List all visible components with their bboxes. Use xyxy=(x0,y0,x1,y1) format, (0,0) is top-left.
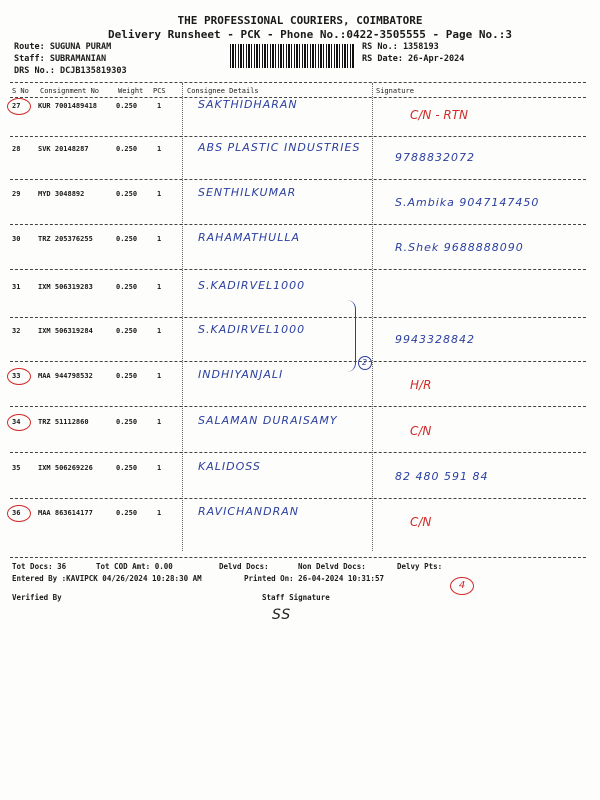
row-signature: 82 480 591 84 xyxy=(395,470,489,483)
row-weight: 0.250 xyxy=(116,283,138,291)
verified-by: Verified By xyxy=(12,593,62,602)
row-pcs: 1 xyxy=(157,283,162,291)
row-consignment-no: IXM 506319284 xyxy=(38,327,93,335)
row-divider xyxy=(10,179,586,180)
row-divider xyxy=(10,498,586,499)
row-sno: 28 xyxy=(12,145,21,153)
row-consignee: ABS PLASTIC INDUSTRIES xyxy=(198,141,361,154)
row-consignment-no: TRZ 51112860 xyxy=(38,418,89,426)
bracket-count: 2 xyxy=(358,356,372,370)
row-consignee: RAHAMATHULLA xyxy=(198,231,301,244)
row-sno: 32 xyxy=(12,327,21,335)
row-divider xyxy=(10,136,586,137)
total-docs: Tot Docs: 36 xyxy=(12,562,67,571)
row-consignee: S.KADIRVEL1000 xyxy=(198,323,306,336)
row-consignee: SALAMAN DURAISAMY xyxy=(198,414,338,427)
runsheet-title: Delivery Runsheet - PCK - Phone No.:0422-3505555 - Page No.:3 xyxy=(108,28,512,41)
row-pcs: 1 xyxy=(157,190,162,198)
row-consignment-no: KUR 7001489418 xyxy=(38,102,98,110)
non-delivered-docs: Non Delvd Docs: xyxy=(298,562,366,571)
staff-signature-label: Staff Signature xyxy=(262,593,330,602)
col-signature: Signature xyxy=(376,87,414,95)
row-weight: 0.250 xyxy=(116,327,138,335)
row-sno: 30 xyxy=(12,235,21,243)
row-circle-mark xyxy=(7,98,31,115)
row-sno: 31 xyxy=(12,283,21,291)
row-circle-mark xyxy=(7,368,31,385)
row-signature: C/N xyxy=(410,515,432,529)
row-pcs: 1 xyxy=(157,418,162,426)
row-circle-mark xyxy=(7,505,31,522)
row-consignment-no: TRZ 205376255 xyxy=(38,235,93,243)
row-consignee: S.KADIRVEL1000 xyxy=(198,279,306,292)
staff-signature-mark: SS xyxy=(272,607,292,623)
route: Route: SUGUNA PURAM xyxy=(14,42,112,52)
row-divider xyxy=(10,224,586,225)
drs-number: DRS No.: DCJB135819303 xyxy=(14,66,127,76)
header-rule-top xyxy=(10,82,586,83)
bracket-mark xyxy=(347,300,356,372)
row-divider xyxy=(10,317,586,318)
delivered-docs: Delvd Docs: xyxy=(219,562,269,571)
row-pcs: 1 xyxy=(157,102,162,110)
row-signature: H/R xyxy=(410,378,432,392)
staff: Staff: SUBRAMANIAN xyxy=(14,54,107,64)
row-sno: 33 xyxy=(12,372,21,380)
row-consignee: SENTHILKUMAR xyxy=(198,186,297,199)
row-weight: 0.250 xyxy=(116,464,138,472)
row-pcs: 1 xyxy=(157,235,162,243)
row-weight: 0.250 xyxy=(116,372,138,380)
col-consignee: Consignee Details xyxy=(187,87,259,95)
footer-rule xyxy=(10,557,586,558)
row-signature: R.Shek 9688888090 xyxy=(395,241,524,254)
row-sno: 35 xyxy=(12,464,21,472)
rs-date: RS Date: 26-Apr-2024 xyxy=(362,54,465,64)
row-sno: 34 xyxy=(12,418,21,426)
row-sno: 29 xyxy=(12,190,21,198)
row-signature: S.Ambika 9047147450 xyxy=(395,196,540,209)
row-pcs: 1 xyxy=(157,464,162,472)
row-signature: C/N xyxy=(410,424,432,438)
row-sno: 27 xyxy=(12,102,21,110)
row-pcs: 1 xyxy=(157,509,162,517)
row-circle-mark xyxy=(7,414,31,431)
row-signature: 9788832072 xyxy=(395,151,475,164)
entered-by: Entered By :KAVIPCK 04/26/2024 10:28:30 AM xyxy=(12,574,202,583)
row-consignee: RAVICHANDRAN xyxy=(198,505,299,518)
total-cod: Tot COD Amt: 0.00 xyxy=(96,562,173,571)
row-consignment-no: MAA 863614177 xyxy=(38,509,93,517)
row-signature: 9943328842 xyxy=(395,333,475,346)
row-consignment-no: IXM 506319283 xyxy=(38,283,93,291)
row-consignment-no: MYD 3048892 xyxy=(38,190,85,198)
row-signature: C/N - RTN xyxy=(410,108,469,122)
printed-on: Printed On: 26-04-2024 10:31:57 xyxy=(244,574,384,583)
row-consignment-no: MAA 944798532 xyxy=(38,372,93,380)
row-consignee: SAKTHIDHARAN xyxy=(198,98,298,111)
header-rule-bottom xyxy=(10,97,586,98)
row-pcs: 1 xyxy=(157,327,162,335)
row-weight: 0.250 xyxy=(116,418,138,426)
row-consignment-no: SVK 20148287 xyxy=(38,145,89,153)
delivery-points: Delvy Pts: xyxy=(397,562,443,571)
col-sno: S No xyxy=(12,87,29,95)
row-pcs: 1 xyxy=(157,145,162,153)
row-weight: 0.250 xyxy=(116,190,138,198)
row-divider xyxy=(10,452,586,453)
row-sno: 36 xyxy=(12,509,21,517)
col-pcs: PCS xyxy=(153,87,166,95)
row-divider xyxy=(10,361,586,362)
rs-number: RS No.: 1358193 xyxy=(362,42,439,52)
row-consignee: INDHIYANJALI xyxy=(198,368,284,381)
row-consignment-no: IXM 506269226 xyxy=(38,464,93,472)
row-weight: 0.250 xyxy=(116,145,138,153)
row-pcs: 1 xyxy=(157,372,162,380)
row-divider xyxy=(10,406,586,407)
company-name: THE PROFESSIONAL COURIERS, COIMBATORE xyxy=(177,14,423,27)
col-consignment: Consignment No xyxy=(40,87,100,95)
row-consignee: KALIDOSS xyxy=(198,460,261,473)
row-weight: 0.250 xyxy=(116,235,138,243)
col-weight: Weight xyxy=(118,87,144,95)
row-divider xyxy=(10,269,586,270)
row-weight: 0.250 xyxy=(116,509,138,517)
circled-count: 4 xyxy=(450,577,474,595)
barcode xyxy=(230,44,355,68)
row-weight: 0.250 xyxy=(116,102,138,110)
